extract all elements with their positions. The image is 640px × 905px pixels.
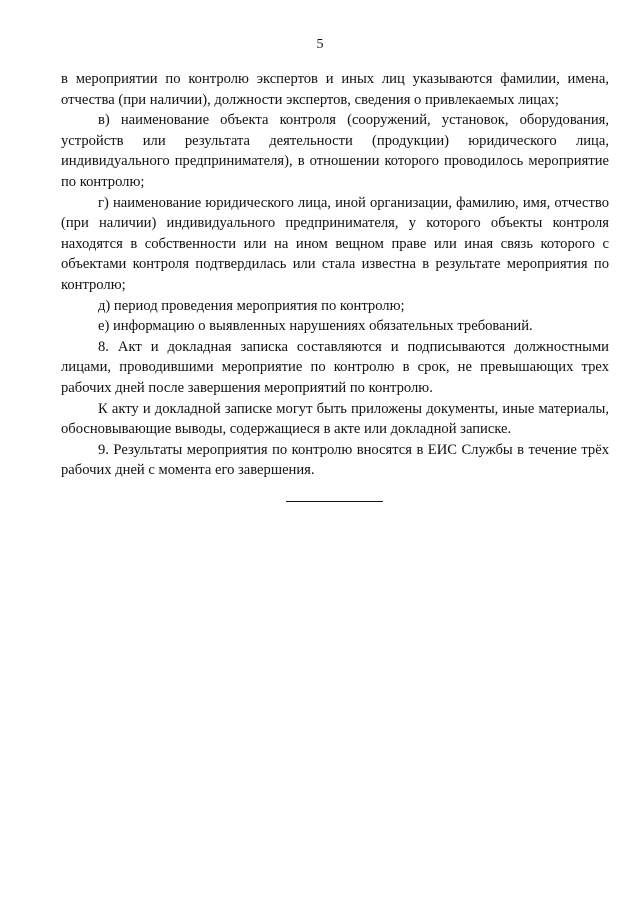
paragraph-item-d: д) период проведения мероприятия по контролю;: [98, 297, 405, 314]
paragraph-item-v: в) наименование объекта контроля (сооружений, установок, оборудования, устройств или результата деятельности (продукции) юридического лица, индивидуального предпринимателя), в отношении которого проводилось мероприятие по контролю;: [61, 112, 609, 190]
paragraph-item-g: г) наименование юридического лица, иной организации, фамилию, имя, отчество (при наличии) индивидуального предпринимателя, у которого объекты контроля находятся в собственности или на ином вещном праве или иная связь которого с объектами контроля подтвердилась или стала известна в результате мероприятия по контролю;: [61, 194, 609, 293]
page-number: 5: [316, 37, 324, 52]
paragraph-clause-9: 9. Результаты мероприятия по контролю вносятся в ЕИС Службы в течение трёх рабочих дней с момента его завершения.: [61, 441, 609, 479]
paragraph-clause-8: 8. Акт и докладная записка составляются и подписываются должностными лицами, проводившими мероприятие по контролю в срок, не превышающих трех рабочих дней после завершения мероприятий по контролю.: [61, 338, 609, 396]
document-body: [61, 69, 609, 481]
paragraph-attachments: К акту и докладной записке могут быть приложены документы, иные материалы, обосновывающие выводы, содержащиеся в акте или докладной записке.: [61, 400, 609, 438]
paragraph-item-e: е) информацию о выявленных нарушениях обязательных требований.: [98, 318, 533, 335]
end-of-document-rule: [286, 501, 383, 502]
paragraph-continuation: в мероприятии по контролю экспертов и иных лиц указываются фамилии, имена, отчества (при наличии), должности экспертов, сведения о привлекаемых лицах;: [61, 71, 609, 108]
